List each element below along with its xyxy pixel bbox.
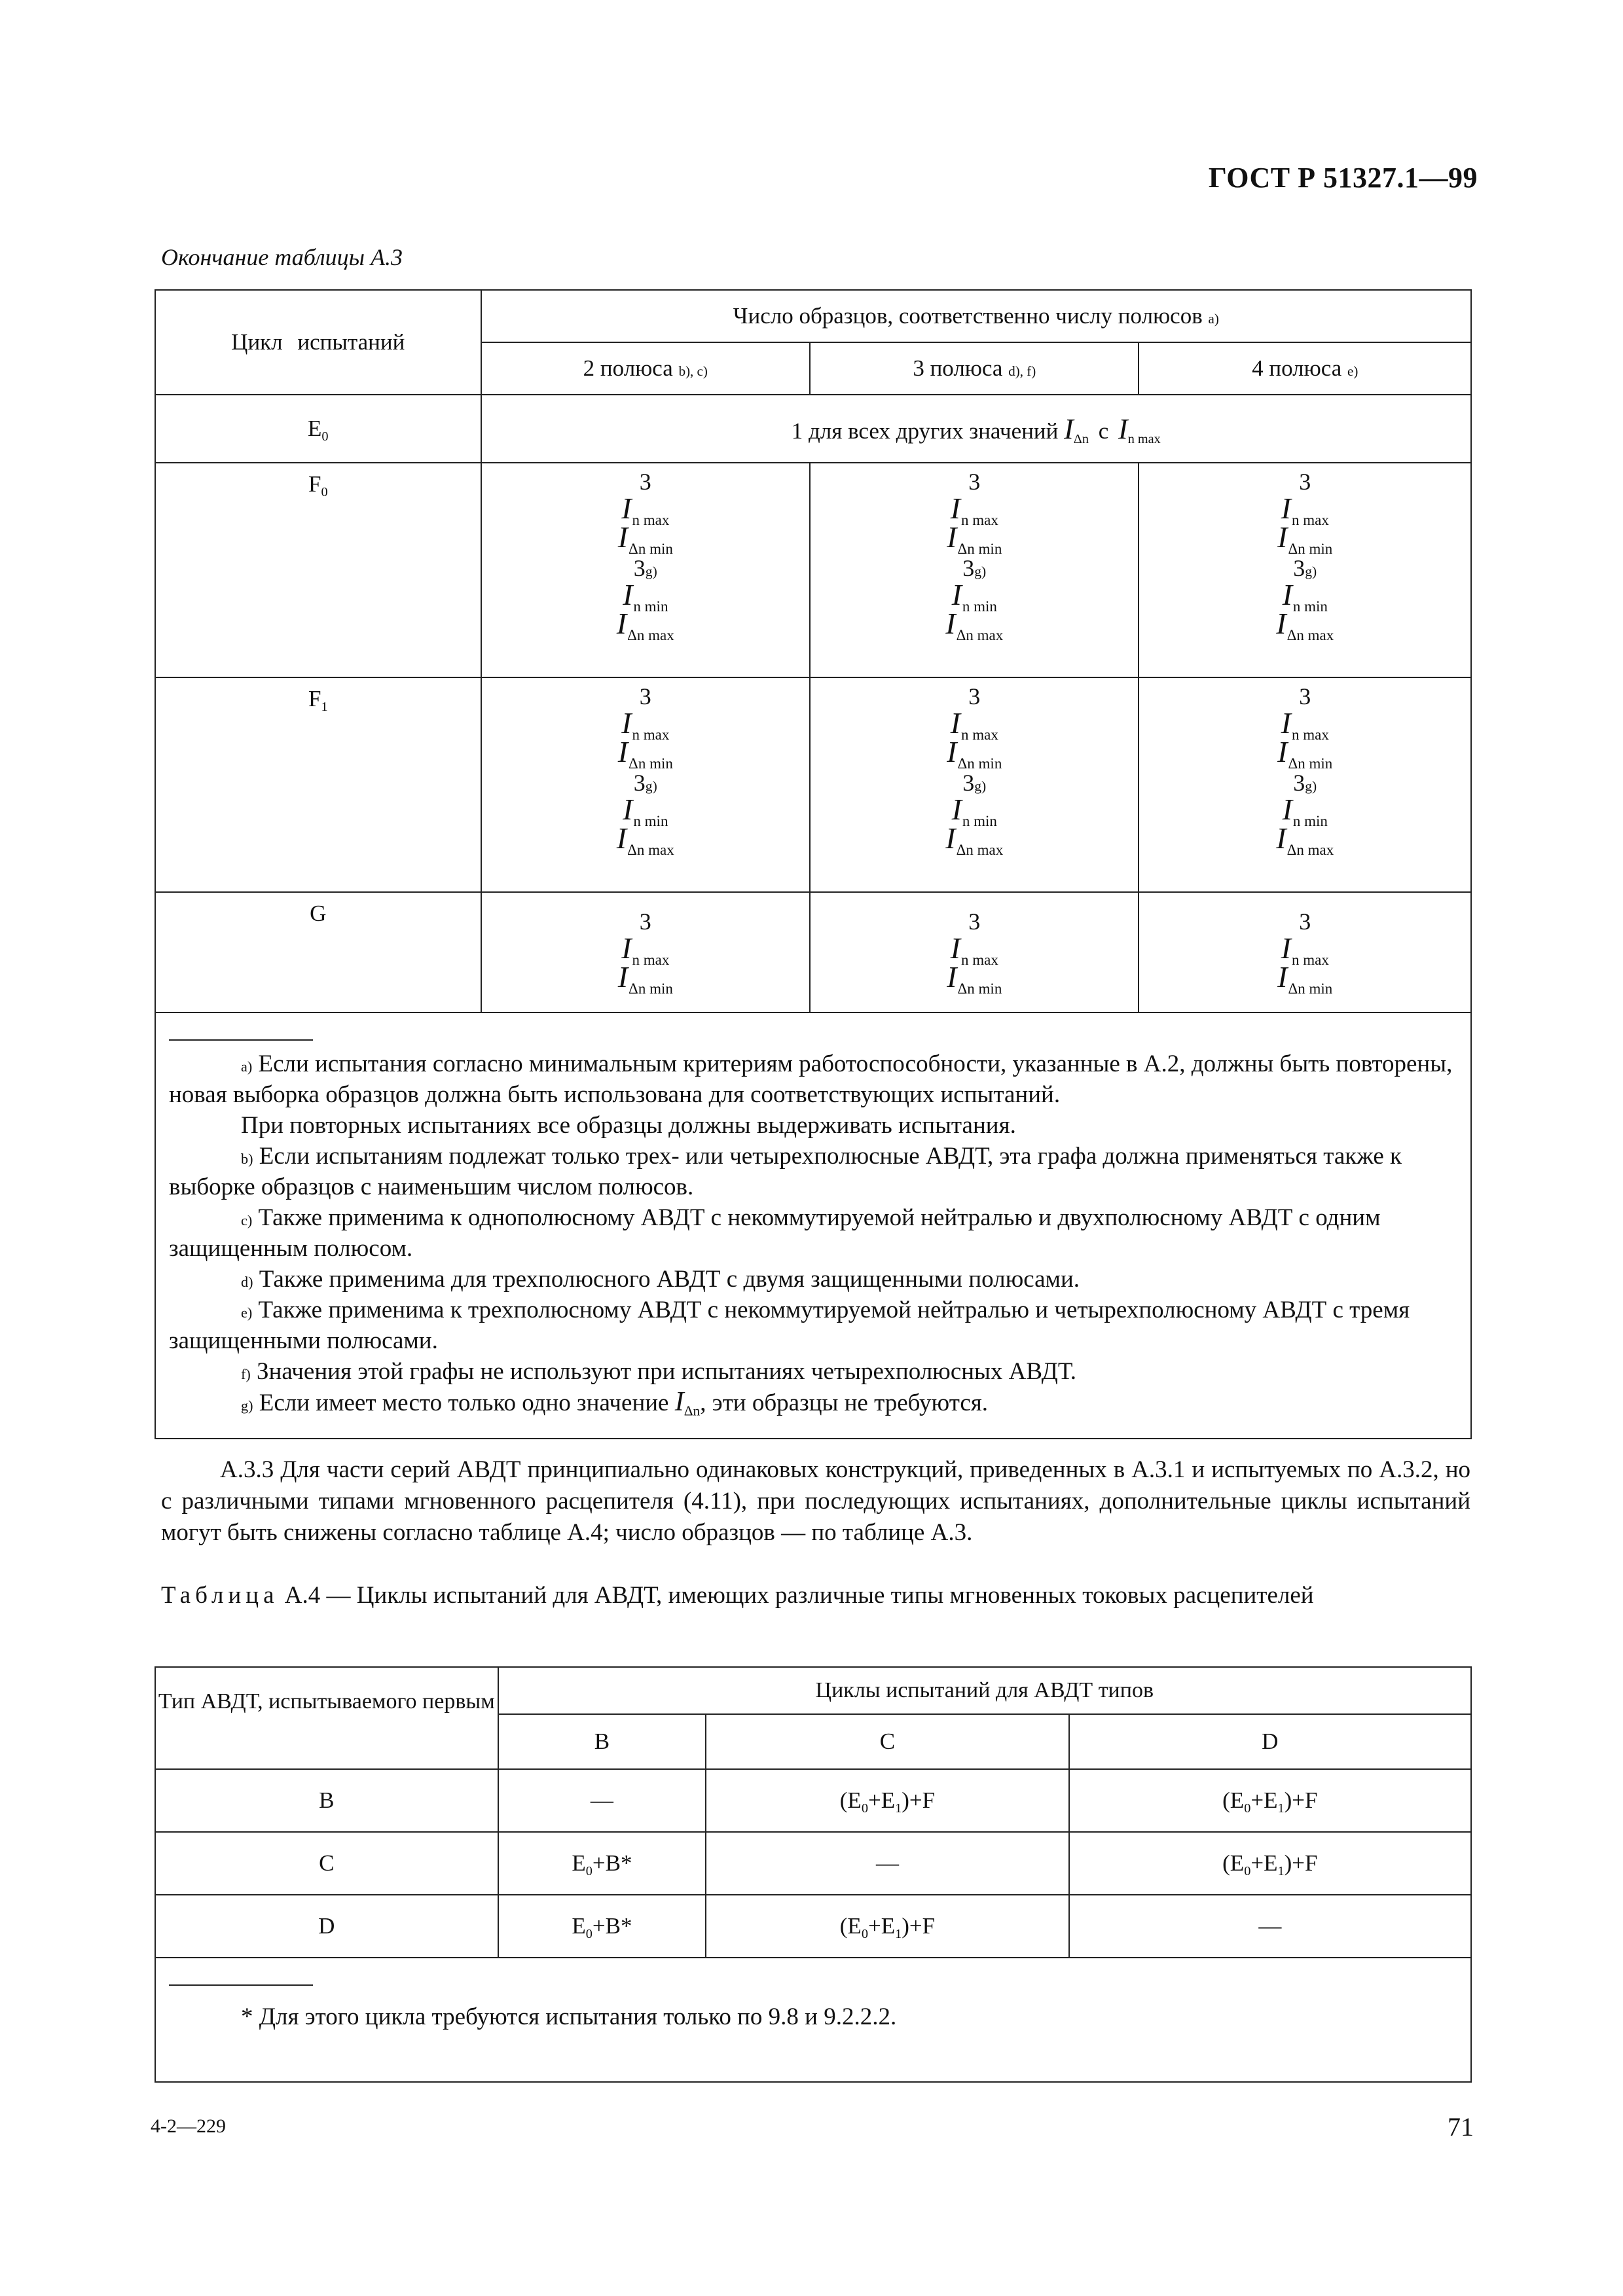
table-row: [155, 1895, 1471, 1958]
subcol-b: B: [498, 1714, 706, 1769]
footnote-row: [155, 1958, 1471, 2082]
table-a3-notes: [155, 1013, 1471, 1439]
footnote-rule: [169, 1984, 313, 1986]
subcol-c: C: [706, 1714, 1068, 1769]
cycle-cell: $E_0+B*$: [498, 1895, 706, 1958]
note-b: $^{b)}$ Если испытаниям подлежат только трех- или четырехполюсные АВДТ, эта графа должна применяться также к выборке образцов с наименьшим числом полюсов.: [169, 1143, 1402, 1200]
cycle-cell: $(E_0+E_1)+F$: [1069, 1832, 1471, 1895]
table-a4: [155, 1666, 1472, 2083]
cycle-cell: $(E_0+E_1)+F$: [706, 1769, 1068, 1832]
subcol-3-poles: 3 полюса $^{d), f)}$: [810, 342, 1139, 395]
sample-cell: 3 I n max I Δn min 3$^{g)}$ I n min I Δn max: [481, 463, 810, 677]
sample-cell: 3 I n max I Δn min 3$^{g)}$ I n min I Δn max: [481, 677, 810, 892]
sample-cell: 3 I n max I Δn min 3$^{g)}$ I n min I Δn max: [1139, 677, 1471, 892]
table-row: [155, 1769, 1471, 1832]
sample-cell: 3 I n max I Δn min: [1139, 892, 1471, 1013]
table-a4-footnote: * Для этого цикла требуются испытания только по 9.8 и 9.2.2.2.: [241, 2003, 897, 2030]
table-row: [155, 463, 1471, 677]
table-row: [155, 677, 1471, 892]
col-group-header: Число образцов, соответственно числу полюсов $^{a)}$: [481, 290, 1471, 342]
cycle-cell: —: [706, 1832, 1068, 1895]
col-group-header: Циклы испытаний для АВДТ типов: [498, 1667, 1471, 1714]
page-number: 71: [1448, 2112, 1474, 2142]
type-cell: D: [155, 1895, 498, 1958]
table-a3: [155, 289, 1472, 1439]
note-a-cont: При повторных испытаниях все образцы должны выдерживать испытания.: [241, 1112, 1016, 1139]
cycle-cell: —: [1069, 1895, 1471, 1958]
type-cell: B: [155, 1769, 498, 1832]
sample-cell: 3 I n max I Δn min: [481, 892, 810, 1013]
table-a3-caption: Окончание таблицы А.3: [161, 244, 403, 270]
type-cell: C: [155, 1832, 498, 1895]
cycle-cell: $E_0+B*$: [498, 1832, 706, 1895]
note-c: $^{c)}$ Также применима к однополюсному АВДТ с некоммутируемой нейтралью и двухполюсному АВДТ с одним защищенным полюсом.: [169, 1204, 1381, 1262]
note-f: $^{f)}$ Значения этой графы не используют при испытаниях четырехполюсных АВДТ.: [241, 1358, 1077, 1385]
cycle-cell: $(E_0+E_1)+F$: [706, 1895, 1068, 1958]
table-row: [155, 1832, 1471, 1895]
standard-header: ГОСТ Р 51327.1—99: [1208, 162, 1478, 194]
paragraph-a33: А.3.3 Для части серий АВДТ принципиально одинаковых конструкций, приведенных в А.3.1 и испытуемых по А.3.2, но с различными типами мгновенного расцепителя (4.11), при последующих испытаниях, дополнительные циклы испытаний могут быть снижены согласно таблице А.4; число образцов — по таблице А.3.: [161, 1456, 1470, 1546]
col-cycle-header: Цикл испытаний: [155, 290, 481, 395]
subcol-d: D: [1069, 1714, 1471, 1769]
cycle-label: $F_1$: [155, 677, 481, 892]
note-d: $^{d)}$ Также применима для трехполюсного АВДТ с двумя защищенными полюсами.: [241, 1266, 1080, 1293]
sample-cell: 3 I n max I Δn min: [810, 892, 1139, 1013]
cycle-label: $F_0$: [155, 463, 481, 677]
cycle-cell: $(E_0+E_1)+F$: [1069, 1769, 1471, 1832]
subcol-4-poles: 4 полюса $^{e)}$: [1139, 342, 1471, 395]
sample-cell: 3 I n max I Δn min 3$^{g)}$ I n min I Δn max: [810, 463, 1139, 677]
notes-row: [155, 1013, 1471, 1439]
sample-cell: 3 I n max I Δn min 3$^{g)}$ I n min I Δn max: [810, 677, 1139, 892]
table-row: [155, 395, 1471, 463]
e0-span-cell: 1 для всех других значений $I_{\Delta n}$ с $I_{n max}$: [481, 395, 1471, 463]
sample-cell: 3 I n max I Δn min 3$^{g)}$ I n min I Δn max: [1139, 463, 1471, 677]
cycle-label: G: [155, 892, 481, 1013]
cycle-cell: —: [498, 1769, 706, 1832]
print-code: 4-2—229: [151, 2115, 226, 2137]
table-row: [155, 892, 1471, 1013]
note-g: $^{g)}$ Если имеет место только одно значение $I_{\Delta n}$, эти образцы не требуются.: [241, 1387, 989, 1419]
cycle-label: $E_0$: [155, 395, 481, 463]
subcol-2-poles: 2 полюса $^{b), c)}$: [481, 342, 810, 395]
note-e: $^{e)}$ Также применима к трехполюсному АВДТ с некоммутируемой нейтралью и четырехполюсному АВДТ с тремя защищенными полюсами.: [169, 1297, 1410, 1354]
notes-rule: [169, 1039, 313, 1041]
note-a: $^{a)}$ Если испытания согласно минимальным критериям работоспособности, указанные в А.2, должны быть повторены, новая выборка образцов должна быть использована для соответствующих испытаний.: [169, 1050, 1453, 1108]
col-first-header: Тип АВДТ, испытываемого первым: [155, 1667, 498, 1769]
table-a4-caption: Таблица А.4 — Циклы испытаний для АВДТ, имеющих различные типы мгновенных токовых расцепителей: [161, 1582, 1314, 1609]
table-a4-footnote-cell: [155, 1958, 1471, 2082]
